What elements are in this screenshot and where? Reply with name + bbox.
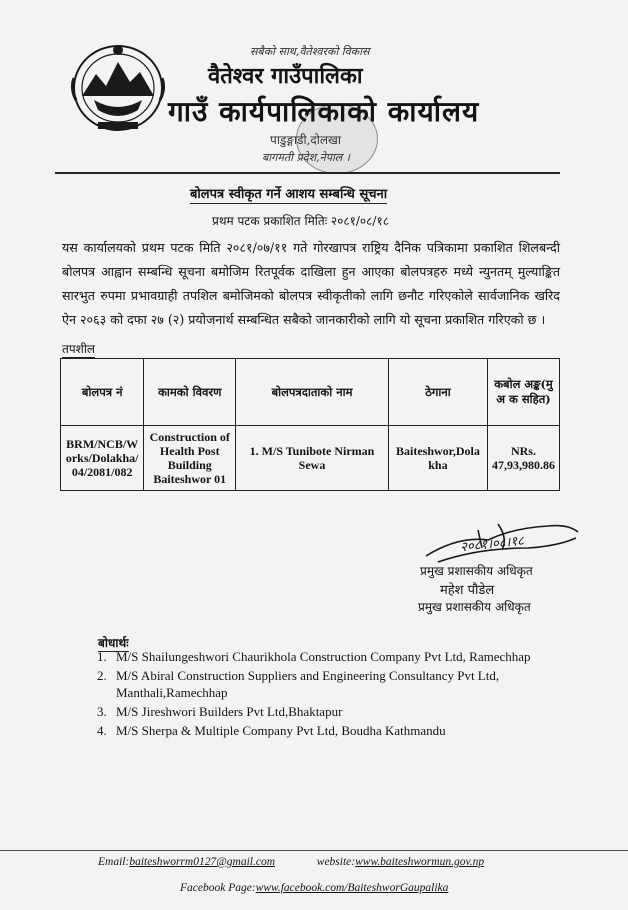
- col-bid-amount: कबोल अङ्क(मु अ क सहित): [487, 359, 559, 426]
- list-item: 4. M/S Sherpa & Multiple Company Pvt Ltd, Boudha Kathmandu: [110, 722, 550, 739]
- cell-bid-amount: NRs. 47,93,980.86: [487, 426, 559, 491]
- nepal-emblem-logo: [68, 38, 168, 136]
- col-bidder-name: बोलपत्रदाताको नाम: [236, 359, 389, 426]
- handwritten-date: २०८१।०८।१८: [459, 533, 525, 556]
- list-item: 2. M/S Abiral Construction Suppliers and Engineering Consultancy Pvt Ltd, Manthali,Ramechhap: [110, 667, 550, 701]
- footer-facebook: [180, 882, 448, 894]
- cell-bid-number: BRM/NCB/Works/Dolakha/04/2081/082: [61, 426, 144, 491]
- header-motto: सबैको साथ,वैतेश्वरको विकास: [250, 45, 370, 58]
- email-label: Email:: [98, 856, 130, 868]
- table-caption: तपशील: [62, 342, 96, 356]
- office-title: गाउँ कार्यपालिकाको कार्यालय: [168, 95, 480, 128]
- table-row: [61, 426, 560, 491]
- footer-divider: [0, 850, 628, 851]
- cell-work-description: Construction of Health Post Building Baiteshwor 01: [144, 426, 236, 491]
- address-line-2: बागमती प्रदेश,नेपाल ।: [262, 151, 350, 164]
- cc-heading: बोधार्थः: [98, 636, 129, 650]
- table-header-row: [61, 359, 560, 426]
- cell-address: Baiteshwor,Dolakha: [388, 426, 487, 491]
- list-item: 1. M/S Shailungeshwori Chaurikhola Construction Company Pvt Ltd, Ramechhap: [110, 648, 550, 665]
- notice-title: बोलपत्र स्वीकृत गर्ने आशय सम्बन्धि सूचना: [190, 184, 387, 204]
- address-line-1: पाडुङ्गाडी,दोलखा: [270, 133, 341, 147]
- signatory-designation: प्रमुख प्रशासकीय अधिकृत: [418, 600, 531, 614]
- website-label: website:: [316, 856, 356, 868]
- bid-table: [60, 358, 560, 491]
- cell-bidder-name: 1. M/S Tunibote Nirman Sewa: [236, 426, 389, 491]
- list-item: 3. M/S Jireshwori Builders Pvt Ltd,Bhaktapur: [110, 703, 550, 720]
- facebook-label: Facebook Page:: [180, 882, 256, 894]
- col-address: ठेगाना: [388, 359, 487, 426]
- published-date: प्रथम पटक प्रकाशित मितिः २०८१/०८/१८: [212, 214, 389, 228]
- municipality-name: वैतेश्वर गाउँपालिका: [208, 63, 363, 89]
- col-work-description: कामको विवरण: [144, 359, 236, 426]
- col-bid-number: बोलपत्र नं: [61, 359, 144, 426]
- signatory-name: महेश पौडेल: [440, 583, 495, 598]
- cc-list: [86, 648, 550, 741]
- email-link[interactable]: baiteshworrm0127@gmail.com: [129, 856, 276, 868]
- facebook-link[interactable]: www.facebook.com/BaiteshworGaupalika: [255, 882, 449, 894]
- footer-contact: [98, 856, 484, 868]
- header-divider: [55, 172, 560, 174]
- website-link[interactable]: www.baiteshwormun.gov.np: [355, 856, 485, 868]
- notice-body: यस कार्यालयको प्रथम पटक मिति २०८१/०७/११ गते गोरखापत्र राष्ट्रिय दैनिक पत्रिकामा प्रकाशित शिलबन्दी बोलपत्र आह्वान सम्बन्धि सूचना बमोजिम रितपूर्वक दाखिला हुन आएका बोलपत्रहरु मध्ये न्युनतम् मुल्याङ्कित सारभुत रुपमा प्रभावग्राही तपशिल बमोजिमको बोलपत्र स्वीकृतीको लागि छनौट गरिएकोले सार्वजानिक खरिद ऐन २०६३ को दफा २७ (२) प्रयोजनार्थ सम्बन्धित सबैको जानकारीको लागि यो सूचना प्रकाशित गरिएको छ ।: [62, 240, 560, 327]
- signatory-title: प्रमुख प्रशासकीय अधिकृत: [420, 564, 533, 578]
